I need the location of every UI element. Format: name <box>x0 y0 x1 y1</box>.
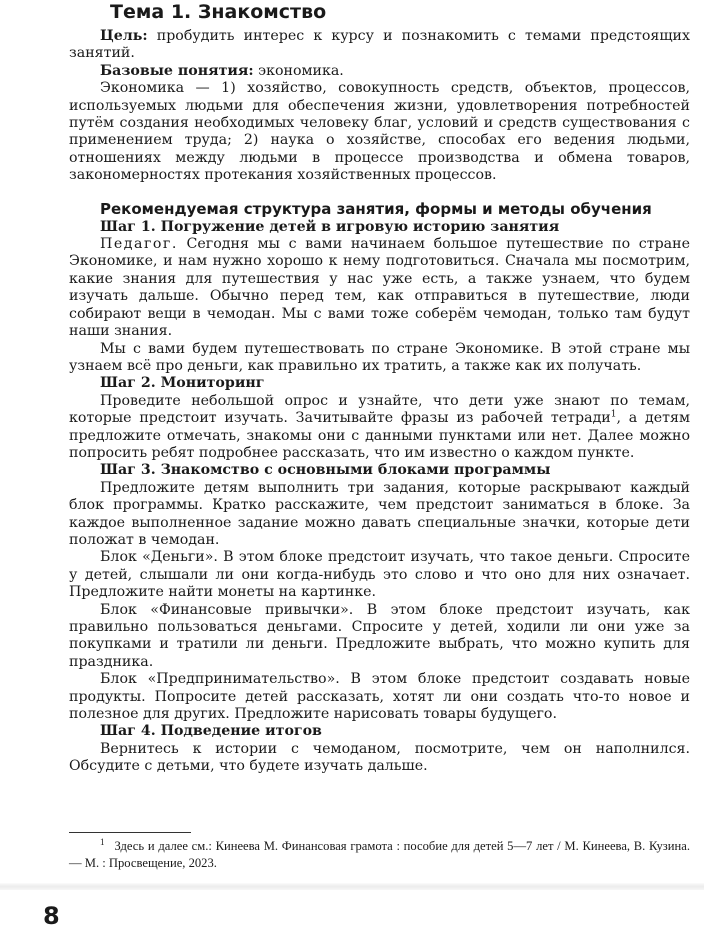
page-number: 8 <box>43 902 60 930</box>
step-1-paragraph-2: Мы с вами будем путешествовать по стране Экономике. В этой стране мы узнаем всё про деньги, как правильно их тратить, а также как их получать. <box>69 340 690 374</box>
block-entrepreneurship-paragraph: Блок «Предпринимательство». В этом блоке предстоит создавать новые продукты. Попросите детей рассказать, хотят ли они создать что-то новое и полезное для других. Предложите нарисовать товары будущего. <box>69 671 690 723</box>
footnote-number: 1 <box>100 836 105 847</box>
step-3-paragraph-1: Предложите детям выполнить три задания, которые раскрывают каждый блок программы. Кратко расскажите, чем предстоит заниматься в блоке. За каждое выполненное задание можно давать специальные значки, которые дети положат в чемодан. <box>69 479 690 548</box>
step-1-paragraph <box>69 236 690 340</box>
section-title: Рекомендуемая структура занятия, формы и методы обучения <box>100 199 652 218</box>
basic-concepts-label: Базовые понятия: <box>100 62 254 79</box>
step-4-paragraph: Вернитесь к истории с чемоданом, посмотрите, чем он наполнился. Обсудите с детьми, что будете изучать дальше. <box>69 740 690 775</box>
step-1-text: Сегодня мы с вами начинаем большое путешествие по стране Экономике, и нам нужно хорошо к нему подготовиться. Сначала мы посмотрим, какие знания для путешествия у нас уже есть, а также узнаем, что будем изучать дальше. Обычно перед тем, как отправиться в путешествие, люди собирают вещи в чемодан. Мы с вами тоже соберём чемодан, только там будут наши знания. <box>69 236 690 340</box>
step-4-title: Шаг 4. Подведение итогов <box>100 723 322 740</box>
speaker-label: Педагог. <box>100 236 178 253</box>
goal-label: Цель: <box>100 28 148 44</box>
goal-paragraph <box>69 28 690 63</box>
topic-title: Тема 1. Знакомство <box>110 1 327 23</box>
step-3-title: Шаг 3. Знакомство с основными блоками программы <box>100 462 551 479</box>
step-2-paragraph <box>69 393 690 463</box>
footnote-divider <box>69 832 191 833</box>
page-edge-band <box>0 883 704 890</box>
main-text <box>69 28 690 776</box>
basic-concepts-text: экономика. <box>253 62 344 79</box>
step-1-title: Шаг 1. Погружение детей в игровую историю занятия <box>100 218 560 235</box>
goal-text: пробудить интерес к курсу и познакомить с темами предстоящих занятий. <box>69 28 690 62</box>
footnote <box>69 838 690 872</box>
step-2-text-a: Проведите небольшой опрос и узнайте, что дети уже знают по темам, которые предстоит изучать. Зачитывайте фразы из рабочей тетради <box>69 392 690 427</box>
economy-definition: Экономика — 1) хозяйство, совокупность средств, объектов, процессов, используемых людьми для обеспечения жизни, удовлетворения потребностей путём создания необходимых человеку благ, условий и средств существования с применением труда; 2) наука о хозяйстве, способах его ведения людьми, отношениях между людьми в процессе производства и обмена товаров, закономерностях протекания хозяйственных процессов. <box>69 80 690 184</box>
step-2-title: Шаг 2. Мониторинг <box>100 375 265 392</box>
step-2-text-b: , а детям предложите отмечать, знакомы они с данными пунктами или нет. Далее можно попросить ребят подробнее рассказать, что им известно о каждом пункте. <box>69 410 690 461</box>
footnote-text: Здесь и далее см.: Кинеева М. Финансовая грамота : пособие для детей 5—7 лет / М. Кинеева, В. Кузина. — М. : Просвещение, 2023. <box>69 839 690 870</box>
footnote-reference: 1 <box>610 409 617 420</box>
basic-concepts-paragraph <box>69 63 690 80</box>
block-habits-paragraph: Блок «Финансовые привычки». В этом блоке предстоит изучать, как правильно пользоваться деньгами. Спросите у детей, ходили ли они уже за покупками и тратили ли деньги. Предложите выбрать, что можно купить для праздника. <box>69 601 690 670</box>
block-money-paragraph: Блок «Деньги». В этом блоке предстоит изучать, что такое деньги. Спросите у детей, слышали ли они когда-нибудь это слово и что оно для них означает. Предложите найти монеты на картинке. <box>69 549 690 601</box>
